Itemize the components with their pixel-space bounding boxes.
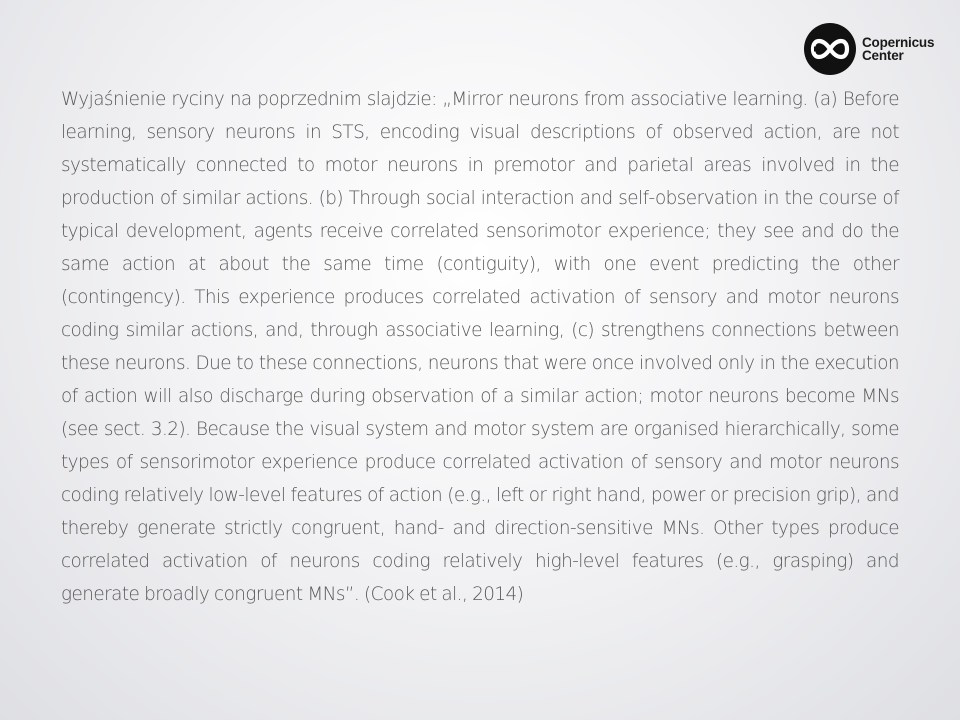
logo-line1: Copernicus [862,35,935,50]
slide-body-text: Wyjaśnienie ryciny na poprzednim slajdzie: „Mirror neurons from associative learning. (a) Before learning, sensory neurons in STS, encoding visual descriptions of observed action, are not systematically connected to motor neurons in premotor and parietal areas involved in the production of similar actions. (b) Through social interaction and self-observation in the course of typical development, agents receive correlated sensorimotor experience; they see and do the same action at about the same time (contiguity), with one event predicting the other (contingency). This experience produces correlated activation of sensory and motor neurons coding similar actions, and, through associative learning, (c) strengthens connections between these neurons. Due to these connections, neurons that were once involved only in the execution of action will also discharge during observation of a similar action; motor neurons become MNs (see sect. 3.2). Because the visual system and motor system are organised hierarchically, some types of sensorimotor experience produce correlated activation of sensory and motor neurons coding relatively low-level features of action (e.g., left or right hand, power or precision grip), and thereby generate strictly congruent, hand- and direction-sensitive MNs. Other types produce correlated activation of neurons coding relatively high-level features (e.g., grasping) and generate broadly congruent MNs”. (Cook et al., 2014) [61,89,899,605]
copernicus-infinity-icon [804,23,856,75]
copernicus-center-logo [804,22,934,76]
logo-wordmark [862,36,934,62]
logo-line2: Center [862,48,904,63]
